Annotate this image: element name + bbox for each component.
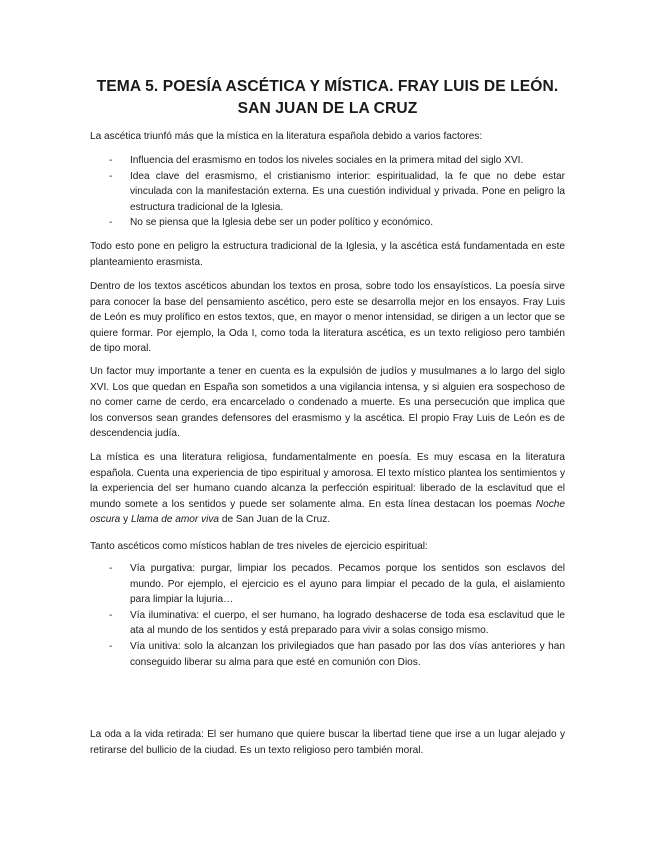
paragraph-text: Todo esto pone en peligro la estructura tradicional de la Iglesia, y la ascética está fundamentada en este planteamiento erasmista. <box>90 241 565 268</box>
paragraph-text: Un factor muy importante a tener en cuenta es la expulsión de judíos y musulmanes a lo largo del siglo XVI. Los que quedan en España son sometidos a una vigilancia intensa, y si alguien era sospechoso de no comer carne de cerdo, era encarcelado o condenado a muerte. Es una persecución que implica que los conversos sean grandes defensores del erasmismo y la ascética. El propio Fray Luis de León es de descendencia judía. <box>90 366 565 440</box>
levels-list <box>90 561 565 670</box>
list-item: - Influencia del erasmismo en todos los niveles sociales en la primera mitad del siglo XVI. <box>90 153 565 169</box>
list-item: - Vía purgativa: purgar, limpiar los pecados. Pecamos porque los sentidos son esclavos del mundo. Por ejemplo, el ejercicio es el ayuno para limpiar el pecado de la gula, el aislamiento para limpiar la lujuria… <box>90 561 565 608</box>
paragraph-text: La oda a la vida retirada: El ser humano que quiere buscar la libertad tiene que irse a un lugar alejado y retirarse del bullicio de la ciudad. Es un texto religioso pero también moral. <box>90 729 565 756</box>
paragraph-mistica <box>90 450 565 528</box>
list-item: - Vía unitiva: solo la alcanzan los privilegiados que han pasado por las dos vías anteriores y han conseguido liberar su alma para que esté en comunión con Dios. <box>90 639 565 670</box>
paragraph-factor <box>90 364 565 442</box>
paragraph-oda <box>90 727 565 758</box>
work-title-llama-de-amor-viva: Llama de amor viva <box>130 514 220 526</box>
paragraph-text: Tanto ascéticos como místicos hablan de tres niveles de ejercicio espiritual: <box>90 541 428 552</box>
paragraph-tanto <box>90 539 565 555</box>
intro-paragraph <box>90 129 565 145</box>
intro-text: La ascética triunfó más que la mística en la literatura española debido a varios factores: <box>90 131 483 142</box>
conjunction: y <box>120 514 131 526</box>
paragraph-todo <box>90 239 565 270</box>
list-item: - Vía iluminativa: el cuerpo, el ser humano, ha logrado deshacerse de toda esa esclavitud que le ata al mundo de los sentidos y está preparado para vivir a solas consigo mismo. <box>90 608 565 639</box>
list-item: - Idea clave del erasmismo, el cristianismo interior: espiritualidad, la fe que no debe estar vinculada con la manifestación externa. Es una cuestión individual y privada. Pone en peligro la estructura tradicional de la Iglesia. <box>90 169 565 216</box>
paragraph-dentro <box>90 279 565 357</box>
document-title: TEMA 5. POESÍA ASCÉTICA Y MÍSTICA. FRAY LUIS DE LEÓN. SAN JUAN DE LA CRUZ <box>96 78 559 117</box>
paragraph-text: Dentro de los textos ascéticos abundan los textos en prosa, sobre todo los ensayísticos. La poesía sirve para conocer la base del pensamiento ascético, pero este se desarrolla mejor en los ensayos. Fray Luis de León es muy prolífico en estos textos, que, en mayor o menor intensidad, se dirigen a un lector que se quiere formar. Por ejemplo, la Oda I, como toda la literatura ascética, es un texto religioso pero también de tipo moral. <box>90 281 565 355</box>
list-item: - No se piensa que la Iglesia debe ser un poder político y económico. <box>90 215 565 231</box>
paragraph-text-end: de San Juan de la Cruz. <box>219 514 331 526</box>
work-title-noche-oscura: Noche oscura <box>90 498 565 526</box>
paragraph-text-main: La mística es una literatura religiosa, fundamentalmente en poesía. Es muy escasa en la literatura española. Cuenta una experiencia de tipo espiritual y amorosa. El texto místico plantea los sentimientos y la experiencia del ser humano cuando alcanza la perfección espiritual: liberado de la esclavitud que el mundo somete a los sentidos y puede ser solamente alma. En esta línea destacan los poemas <box>90 452 565 510</box>
factors-list <box>90 153 565 231</box>
paragraph-text <box>90 450 565 528</box>
